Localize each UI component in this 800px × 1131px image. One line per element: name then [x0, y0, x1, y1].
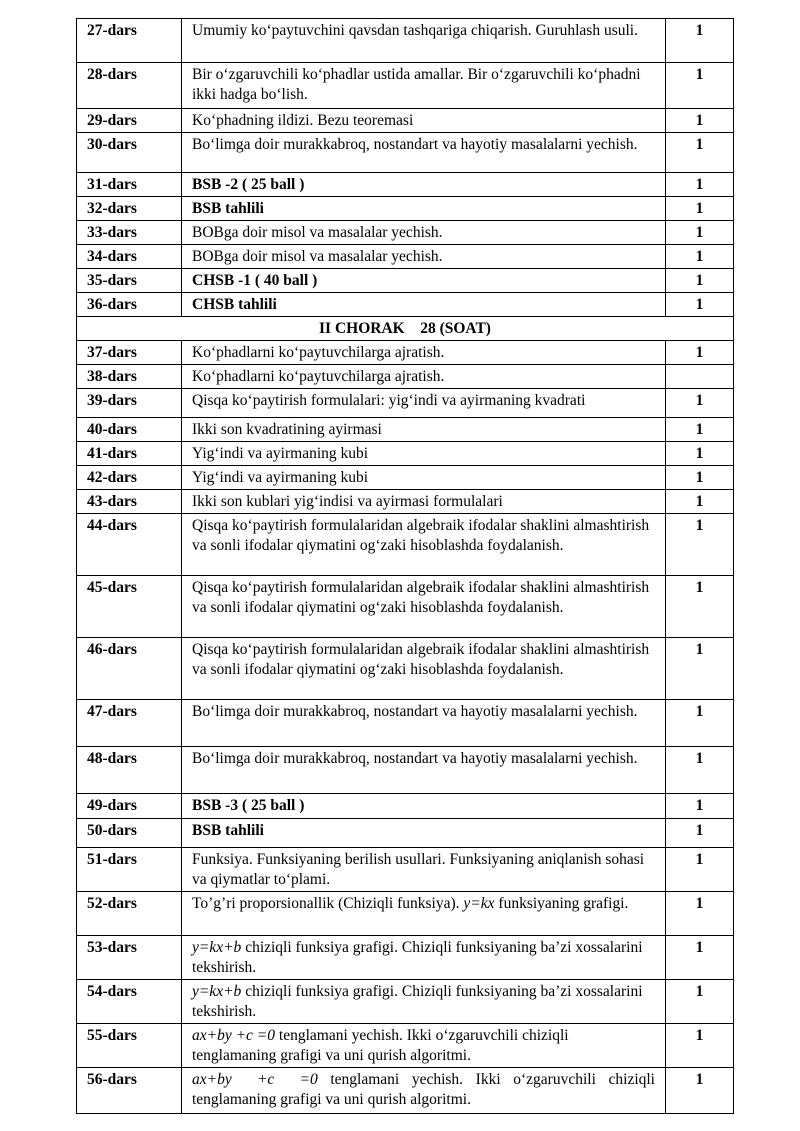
lesson-topic: Yig‘indi va ayirmaning kubi [182, 466, 666, 490]
lesson-number: 52-dars [77, 892, 182, 936]
lesson-number: 55-dars [77, 1024, 182, 1068]
table-row [77, 19, 734, 63]
lesson-plan-table [76, 18, 734, 1114]
section-header-row [77, 317, 734, 341]
lesson-number: 37-dars [77, 341, 182, 365]
lesson-number: 34-dars [77, 245, 182, 269]
lesson-number: 30-dars [77, 133, 182, 173]
lesson-number: 47-dars [77, 700, 182, 747]
lesson-topic: BSB tahlili [182, 819, 666, 848]
lesson-hours: 1 [666, 173, 734, 197]
lesson-topic: ax+by +c =0 tenglamani yechish. Ikki o‘zgaruvchili chiziqli tenglamaning grafigi va uni qurish algoritmi. [182, 1024, 666, 1068]
lesson-hours: 1 [666, 221, 734, 245]
lesson-topic: Bo‘limga doir murakkabroq, nostandart va hayotiy masalalarni yechish. [182, 133, 666, 173]
lesson-topic: Yig‘indi va ayirmaning kubi [182, 442, 666, 466]
lesson-topic: BSB tahlili [182, 197, 666, 221]
lesson-topic: BOBga doir misol va masalalar yechish. [182, 245, 666, 269]
lesson-hours: 1 [666, 197, 734, 221]
lesson-topic: Qisqa ko‘paytirish formulalaridan algebraik ifodalar shaklini almashtirish va sonli ifodalar qiymatini og‘zaki hisoblashda foydalanish. [182, 576, 666, 638]
lesson-hours: 1 [666, 794, 734, 819]
table-row [77, 245, 734, 269]
table-row [77, 418, 734, 442]
table-row [77, 197, 734, 221]
lesson-topic: Qisqa ko‘paytirish formulalari: yig‘indi va ayirmaning kvadrati [182, 389, 666, 418]
lesson-hours: 1 [666, 892, 734, 936]
lesson-hours: 1 [666, 514, 734, 576]
lesson-hours: 1 [666, 819, 734, 848]
table-row [77, 173, 734, 197]
lesson-hours: 1 [666, 980, 734, 1024]
lesson-hours: 1 [666, 490, 734, 514]
table-row [77, 490, 734, 514]
lesson-number: 43-dars [77, 490, 182, 514]
lesson-hours: 1 [666, 245, 734, 269]
lesson-topic: y=kx+b chiziqli funksiya grafigi. Chiziqli funksiyaning ba’zi xossalarini tekshirish. [182, 980, 666, 1024]
table-row [77, 466, 734, 490]
section-title: II CHORAK 28 (SOAT) [77, 317, 734, 341]
lesson-number: 42-dars [77, 466, 182, 490]
table-row [77, 341, 734, 365]
lesson-hours: 1 [666, 1024, 734, 1068]
lesson-number: 27-dars [77, 19, 182, 63]
lesson-hours: 1 [666, 700, 734, 747]
lesson-number: 29-dars [77, 109, 182, 133]
lesson-number: 41-dars [77, 442, 182, 466]
lesson-hours: 1 [666, 133, 734, 173]
table-row [77, 819, 734, 848]
lesson-hours: 1 [666, 442, 734, 466]
lesson-topic: Bir o‘zgaruvchili ko‘phadlar ustida amallar. Bir o‘zgaruvchili ko‘phadni ikki hadga bo‘lish. [182, 63, 666, 109]
table-row [77, 1068, 734, 1114]
lesson-topic: ax+by +c =0 tenglamani yechish. Ikki o‘zgaruvchili chiziqli tenglamaning grafigi va uni qurish algoritmi. [182, 1068, 666, 1114]
lesson-number: 53-dars [77, 936, 182, 980]
table-row [77, 576, 734, 638]
table-row [77, 747, 734, 794]
table-row [77, 936, 734, 980]
lesson-hours: 1 [666, 466, 734, 490]
table-row [77, 133, 734, 173]
lesson-topic: CHSB tahlili [182, 293, 666, 317]
lesson-number: 50-dars [77, 819, 182, 848]
table-row [77, 700, 734, 747]
lesson-topic: Ko‘phadning ildizi. Bezu teoremasi [182, 109, 666, 133]
lesson-topic: y=kx+b chiziqli funksiya grafigi. Chiziqli funksiyaning ba’zi xossalarini tekshirish. [182, 936, 666, 980]
lesson-hours: 1 [666, 1068, 734, 1114]
lesson-hours: 1 [666, 576, 734, 638]
lesson-hours: 1 [666, 293, 734, 317]
lesson-number: 51-dars [77, 848, 182, 892]
lesson-hours: 1 [666, 848, 734, 892]
lesson-topic: Ko‘phadlarni ko‘paytuvchilarga ajratish. [182, 365, 666, 389]
table-row [77, 638, 734, 700]
lesson-number: 32-dars [77, 197, 182, 221]
lesson-hours: 1 [666, 63, 734, 109]
lesson-topic: Bo‘limga doir murakkabroq, nostandart va hayotiy masalalarni yechish. [182, 700, 666, 747]
lesson-topic: Qisqa ko‘paytirish formulalaridan algebraik ifodalar shaklini almashtirish va sonli ifodalar qiymatini og‘zaki hisoblashda foydalanish. [182, 514, 666, 576]
lesson-hours: 1 [666, 109, 734, 133]
lesson-hours: 1 [666, 747, 734, 794]
table-row [77, 848, 734, 892]
lesson-topic: Funksiya. Funksiyaning berilish usullari. Funksiyaning aniqlanish sohasi va qiymatlar to‘plami. [182, 848, 666, 892]
lesson-number: 46-dars [77, 638, 182, 700]
lesson-topic: To’g’ri proporsionallik (Chiziqli funksiya). y=kx funksiyaning grafigi. [182, 892, 666, 936]
table-row [77, 269, 734, 293]
lesson-topic: Ko‘phadlarni ko‘paytuvchilarga ajratish. [182, 341, 666, 365]
lesson-topic: CHSB -1 ( 40 ball ) [182, 269, 666, 293]
lesson-number: 49-dars [77, 794, 182, 819]
lesson-hours: 1 [666, 269, 734, 293]
lesson-hours: 1 [666, 936, 734, 980]
lesson-number: 33-dars [77, 221, 182, 245]
lesson-topic: BSB -2 ( 25 ball ) [182, 173, 666, 197]
lesson-topic: BOBga doir misol va masalalar yechish. [182, 221, 666, 245]
table-row [77, 293, 734, 317]
lesson-number: 36-dars [77, 293, 182, 317]
table-row [77, 892, 734, 936]
lesson-topic: BSB -3 ( 25 ball ) [182, 794, 666, 819]
lesson-number: 44-dars [77, 514, 182, 576]
lesson-hours: 1 [666, 341, 734, 365]
table-row [77, 109, 734, 133]
lesson-hours: 1 [666, 389, 734, 418]
lesson-topic: Umumiy ko‘paytuvchini qavsdan tashqariga chiqarish. Guruhlash usuli. [182, 19, 666, 63]
table-row [77, 389, 734, 418]
lesson-number: 31-dars [77, 173, 182, 197]
lesson-topic: Bo‘limga doir murakkabroq, nostandart va hayotiy masalalarni yechish. [182, 747, 666, 794]
lesson-hours: 1 [666, 638, 734, 700]
table-row [77, 1024, 734, 1068]
table-row [77, 794, 734, 819]
table-row [77, 63, 734, 109]
lesson-hours [666, 365, 734, 389]
lesson-hours: 1 [666, 418, 734, 442]
table-row [77, 442, 734, 466]
lesson-number: 40-dars [77, 418, 182, 442]
table-row [77, 221, 734, 245]
lesson-hours: 1 [666, 19, 734, 63]
lesson-topic: Ikki son kvadratining ayirmasi [182, 418, 666, 442]
lesson-number: 28-dars [77, 63, 182, 109]
table-row [77, 980, 734, 1024]
lesson-number: 38-dars [77, 365, 182, 389]
lesson-plan-body [77, 19, 734, 1114]
lesson-number: 56-dars [77, 1068, 182, 1114]
lesson-number: 39-dars [77, 389, 182, 418]
table-row [77, 514, 734, 576]
lesson-topic: Ikki son kublari yig‘indisi va ayirmasi formulalari [182, 490, 666, 514]
lesson-number: 35-dars [77, 269, 182, 293]
lesson-number: 48-dars [77, 747, 182, 794]
lesson-number: 54-dars [77, 980, 182, 1024]
lesson-number: 45-dars [77, 576, 182, 638]
lesson-topic: Qisqa ko‘paytirish formulalaridan algebraik ifodalar shaklini almashtirish va sonli ifodalar qiymatini og‘zaki hisoblashda foydalanish. [182, 638, 666, 700]
table-row [77, 365, 734, 389]
